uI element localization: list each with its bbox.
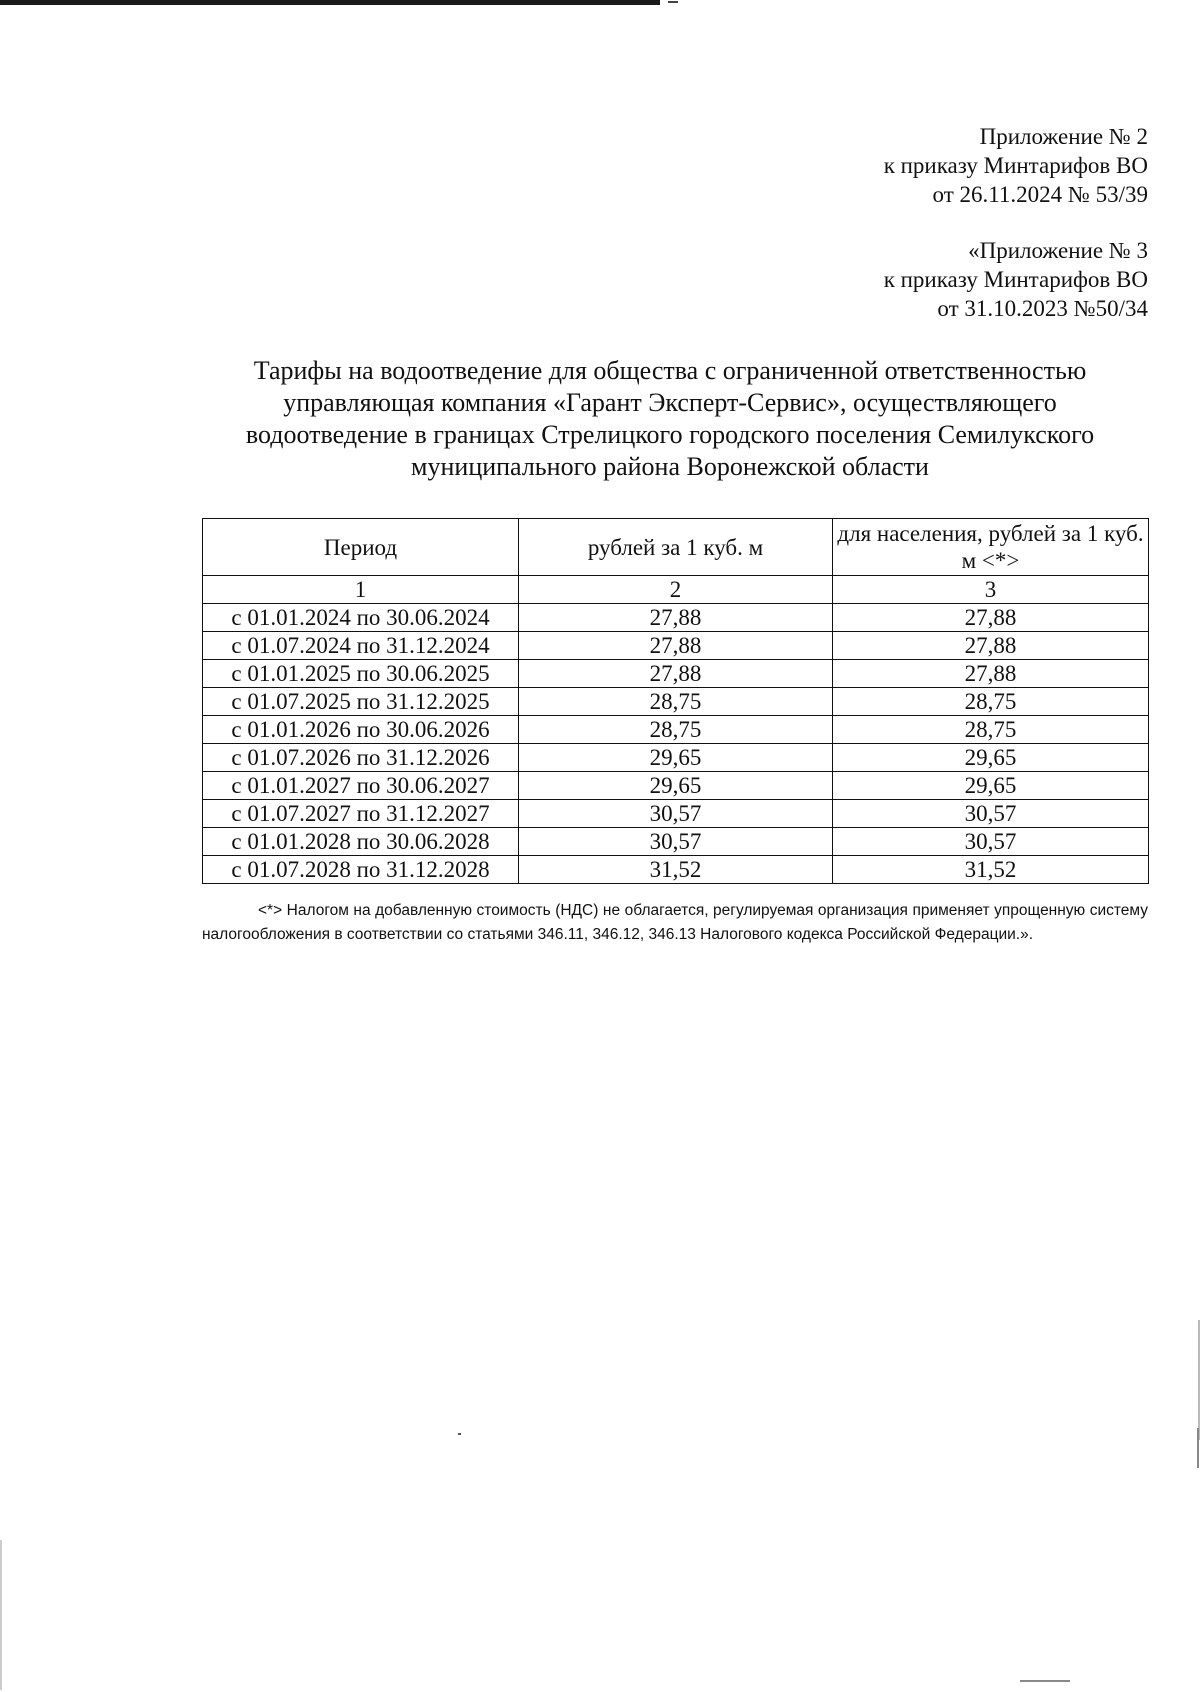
- rate-cell: 27,88: [519, 660, 833, 688]
- appendix-header-current: [884, 122, 1148, 209]
- rate-population-cell: 29,65: [833, 744, 1149, 772]
- column-number: 2: [519, 576, 833, 604]
- period-cell: с 01.01.2027 по 30.06.2027: [203, 772, 519, 800]
- rate-cell: 28,75: [519, 688, 833, 716]
- appendix-header-amended: [884, 236, 1148, 323]
- table-row: [203, 856, 1149, 884]
- period-cell: с 01.07.2024 по 31.12.2024: [203, 632, 519, 660]
- rate-cell: 27,88: [519, 632, 833, 660]
- scan-artifact-right-mark: [1197, 1428, 1199, 1468]
- appendix-amended-line2: к приказу Минтарифов ВО: [883, 267, 1148, 292]
- table-row: [203, 660, 1149, 688]
- rate-population-cell: 27,88: [833, 660, 1149, 688]
- table-row: [203, 800, 1149, 828]
- table-row: [203, 632, 1149, 660]
- appendix-current-line3: от 26.11.2024 № 53/39: [932, 182, 1148, 207]
- period-cell: с 01.01.2024 по 30.06.2024: [203, 604, 519, 632]
- rate-cell: 31,52: [519, 856, 833, 884]
- rate-population-cell: 29,65: [833, 772, 1149, 800]
- appendix-amended-line3: от 31.10.2023 №50/34: [937, 296, 1148, 321]
- table-row: [203, 688, 1149, 716]
- period-cell: с 01.01.2026 по 30.06.2026: [203, 716, 519, 744]
- appendix-current-line2: к приказу Минтарифов ВО: [883, 153, 1148, 178]
- header-rate-population: для населения, рублей за 1 куб. м <*>: [833, 519, 1149, 576]
- rate-population-cell: 27,88: [833, 604, 1149, 632]
- column-number: 1: [203, 576, 519, 604]
- table-row: [203, 716, 1149, 744]
- table-header-row: [203, 519, 1149, 576]
- title-line3: водоотведение в границах Стрелицкого городского поселения Семилукского: [245, 420, 1095, 449]
- table-row: [203, 828, 1149, 856]
- column-number: 3: [833, 576, 1149, 604]
- tax-footnote: <*> Налогом на добавленную стоимость (НДС) не облагается, регулируемая организация применяет упрощенную систему налогообложения в соответствии со статьями 346.11, 346.12, 346.13 Налогового кодекса Российской Федерации.».: [202, 902, 1148, 943]
- period-cell: с 01.07.2027 по 31.12.2027: [203, 800, 519, 828]
- document-title: [190, 355, 1150, 483]
- title-line1: Тарифы на водоотведение для общества с ограниченной ответственностью: [253, 356, 1087, 385]
- header-period: Период: [203, 519, 519, 576]
- rate-cell: 29,65: [519, 772, 833, 800]
- rate-cell: 27,88: [519, 604, 833, 632]
- rate-cell: 30,57: [519, 800, 833, 828]
- table-row: [203, 744, 1149, 772]
- rate-population-cell: 30,57: [833, 828, 1149, 856]
- period-cell: с 01.07.2026 по 31.12.2026: [203, 744, 519, 772]
- table-row: [203, 772, 1149, 800]
- rate-cell: 30,57: [519, 828, 833, 856]
- column-number-row: [203, 576, 1149, 604]
- rate-cell: 29,65: [519, 744, 833, 772]
- appendix-amended-line1: «Приложение № 3: [968, 238, 1148, 263]
- scan-artifact-left-edge: [0, 1540, 2, 1690]
- rate-population-cell: 27,88: [833, 632, 1149, 660]
- table-row: [203, 604, 1149, 632]
- header-rate: рублей за 1 куб. м: [519, 519, 833, 576]
- rate-population-cell: 28,75: [833, 688, 1149, 716]
- period-cell: с 01.01.2028 по 30.06.2028: [203, 828, 519, 856]
- appendix-current-line1: Приложение № 2: [979, 124, 1148, 149]
- scan-artifact-top-line: [0, 0, 660, 5]
- period-cell: с 01.07.2028 по 31.12.2028: [203, 856, 519, 884]
- period-cell: с 01.01.2025 по 30.06.2025: [203, 660, 519, 688]
- rate-population-cell: 31,52: [833, 856, 1149, 884]
- title-line2: управляющая компания «Гарант Эксперт-Сервис», осуществляющего: [283, 388, 1057, 417]
- rate-population-cell: 28,75: [833, 716, 1149, 744]
- title-line4: муниципального района Воронежской области: [411, 452, 929, 481]
- rate-population-cell: 30,57: [833, 800, 1149, 828]
- scan-artifact-bottom-mark: [1020, 1680, 1070, 1682]
- period-cell: с 01.07.2025 по 31.12.2025: [203, 688, 519, 716]
- rate-cell: 28,75: [519, 716, 833, 744]
- scan-speck: [458, 1433, 461, 1435]
- scan-artifact-top-mark: [668, 1, 678, 3]
- tariff-table: [202, 518, 1149, 884]
